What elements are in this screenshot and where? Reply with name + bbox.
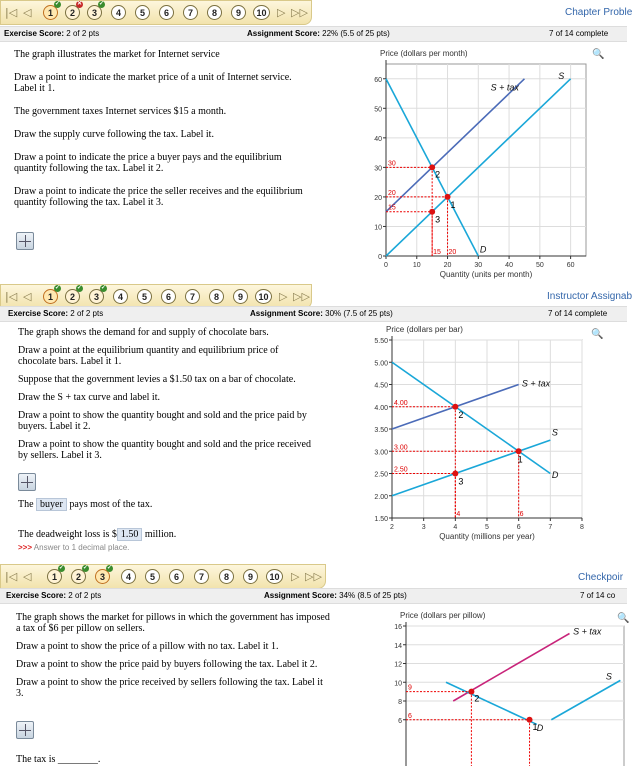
next-question-icon[interactable]: ▷	[277, 6, 286, 19]
y-tick-label: 2.00	[374, 493, 388, 501]
question-navigator	[0, 564, 326, 589]
exercise-panel-1	[0, 0, 632, 282]
previous-question-icon[interactable]: ◁	[23, 290, 32, 303]
point-label: 1	[532, 721, 538, 732]
x-tick-label: 5	[485, 524, 489, 531]
score-bar: Exercise Score: 2 of 2 pts Assignment Score: 30% (7.5 of 25 pts) 7 of 14 complete	[0, 306, 627, 322]
answer-2: The deadweight loss is $ 1.50 million.	[18, 529, 177, 540]
y-tick-label: 40	[374, 135, 382, 143]
correct-check-icon: ✓	[58, 565, 65, 571]
y-tick-label: 5.00	[374, 360, 388, 368]
y-tick-label: 1.50	[374, 516, 388, 523]
question-10-button[interactable]: 10	[253, 5, 270, 20]
x-axis-label: Quantity (units per month)	[439, 270, 533, 279]
x-tick-label: 10	[412, 262, 421, 269]
y-tick-label: 0	[378, 254, 382, 261]
y-tick-label: 10	[394, 680, 402, 688]
x-tick-label: 20	[443, 262, 452, 269]
y-tick-label: 10	[374, 224, 382, 232]
previous-question-icon[interactable]: ◁	[23, 570, 32, 583]
y-tick-label: 20	[374, 194, 382, 202]
question-3-button[interactable]: 3 ✓	[95, 569, 110, 584]
answer-select[interactable]: buyer	[36, 498, 67, 511]
question-3-button[interactable]: 3 ✓	[89, 289, 104, 304]
question-8-button[interactable]: 8	[219, 569, 234, 584]
guide-value-label: 4.00	[394, 399, 408, 407]
question-4-button[interactable]: 4	[121, 569, 136, 584]
answer-input[interactable]: 1.50	[117, 528, 143, 541]
question-10-button[interactable]: 10	[266, 569, 283, 584]
plot-area	[406, 626, 624, 766]
x-tick-label: 7	[548, 524, 553, 531]
point-label: 2	[435, 169, 441, 180]
guide-value-label: 15	[433, 249, 441, 256]
x-tick-label: 0	[384, 262, 388, 269]
correct-check-icon: ✓	[54, 285, 61, 291]
chapter-link[interactable]: Chapter Proble	[565, 7, 632, 18]
point-label: 1	[450, 199, 456, 210]
guide-value-label: 3.00	[394, 444, 408, 452]
graph-tool-icon[interactable]	[18, 473, 36, 491]
question-9-button[interactable]: 9	[233, 289, 248, 304]
answer-text: The tax is ________.	[16, 754, 101, 765]
question-1-button[interactable]: 1 ✓	[47, 569, 62, 584]
guide-value-label: 15	[388, 204, 396, 212]
series-label: D	[536, 723, 544, 733]
chart-2[interactable]	[358, 324, 627, 564]
y-tick-label: 16	[394, 624, 402, 631]
question-navigator	[0, 0, 312, 25]
y-tick-label: 60	[374, 76, 382, 84]
correct-check-icon: ✓	[82, 565, 89, 571]
instructor-link[interactable]: Instructor Assignab	[547, 291, 632, 302]
x-tick-label: 60	[566, 262, 575, 269]
x-axis-label: Quantity (millions per year)	[439, 532, 535, 541]
hint-text: >>> Answer to 1 decimal place.	[18, 543, 130, 552]
correct-check-icon: ✓	[54, 1, 61, 7]
point-label: 2	[458, 409, 464, 420]
question-9-button[interactable]: 9	[231, 5, 246, 20]
question-text: The graph shows the market for pillows in which the government has imposed a tax of $6 per pillow on sellers. Draw a point to show the price of a pillow with no tax. Label it 1. Draw a point to show the price paid by buyers following the tax. Label it 2. Draw a point to show the price received by sellers following the tax. Label it 3.	[16, 612, 330, 699]
y-tick-label: 3.00	[374, 449, 388, 457]
guide-value-label: 30	[388, 160, 396, 168]
question-2-button[interactable]: 2 ✓	[71, 569, 86, 584]
score-bar: Exercise Score: 2 of 2 pts Assignment Score: 22% (5.5 of 25 pts) 7 of 14 complete	[0, 26, 627, 42]
question-5-button[interactable]: 5	[145, 569, 160, 584]
x-tick-label: 30	[474, 262, 483, 269]
last-question-icon[interactable]: ▷▷	[293, 290, 310, 303]
y-tick-label: 5.50	[374, 338, 388, 345]
correct-check-icon: ✓	[106, 565, 113, 571]
y-tick-label: 50	[374, 106, 382, 114]
zoom-icon: 🔍	[617, 613, 630, 624]
y-axis-label: Price (dollars per bar)	[386, 325, 463, 334]
x-tick-label: 50	[535, 262, 544, 269]
guide-value-label: 20	[448, 249, 457, 256]
previous-question-icon[interactable]: ◁	[23, 6, 32, 19]
y-tick-label: 30	[374, 165, 382, 173]
next-question-icon[interactable]: ▷	[291, 570, 300, 583]
question-7-button[interactable]: 7	[194, 569, 209, 584]
zoom-icon: 🔍	[591, 329, 604, 340]
question-3-button[interactable]: 3 ✓	[87, 5, 102, 20]
series-label: S + tax	[490, 82, 519, 93]
question-1-button[interactable]: 1 ✓	[43, 289, 58, 304]
y-tick-label: 6	[398, 717, 402, 725]
series-label: S	[551, 427, 558, 438]
series-label: S + tax	[573, 626, 602, 637]
question-8-button[interactable]: 8	[209, 289, 224, 304]
first-question-icon[interactable]: |◁	[5, 6, 18, 19]
series-label: S	[558, 70, 565, 81]
question-9-button[interactable]: 9	[243, 569, 258, 584]
guide-value-label: 6	[519, 511, 524, 518]
exercise-panel-2	[0, 282, 632, 564]
question-8-button[interactable]: 8	[207, 5, 222, 20]
x-tick-label: 8	[580, 524, 584, 531]
y-tick-label: 3.50	[374, 427, 388, 434]
series-label: D	[551, 469, 559, 480]
question-7-button[interactable]: 7	[185, 289, 200, 304]
y-axis-label: Price (dollars per month)	[380, 49, 468, 58]
exercise-panel-3	[0, 564, 630, 766]
question-4-button[interactable]: 4	[113, 289, 128, 304]
question-7-button[interactable]: 7	[183, 5, 198, 20]
series-label: D	[479, 244, 487, 255]
zoom-icon: 🔍	[592, 49, 605, 60]
chart-1[interactable]	[358, 44, 627, 282]
question-text: The graph illustrates the market for Internet service Draw a point to indicate the market price of a unit of Internet service. Label it 1. The government taxes Internet services $15 a month. Draw the supply curve following the tax. Label it. Draw a point to indicate the price a buyer pays and the equilibrium quantity following the tax. Label it 2. Draw a point to indicate the price the seller receives and the equilibrium quantity following the tax. Label it 3.	[14, 49, 303, 208]
question-text: The graph shows the demand for and supply of chocolate bars. Draw a point at the equilibrium quantity and equilibrium price of chocolate bars. Label it 1. Suppose that the government levies a $1.50 tax on a bar of chocolate. Draw the S + tax curve and label it. Draw a point to show the quantity bought and sold and the price paid by buyers. Label it 2. Draw a point to show the quantity bought and sold and the price received by sellers. Label it 3.	[18, 327, 311, 461]
incorrect-x-icon: ✕	[76, 1, 83, 7]
answer-1: The buyer pays most of the tax.	[18, 499, 153, 510]
question-1-button[interactable]: 1 ✓	[43, 5, 58, 20]
point-label: 3	[435, 214, 441, 225]
checkpoint-link[interactable]: Checkpoir	[578, 572, 624, 583]
question-5-button[interactable]: 5	[135, 5, 150, 20]
x-tick-label: 6	[516, 524, 521, 531]
guide-value-label: 2.50	[394, 466, 408, 474]
y-tick-label: 2.50	[374, 471, 388, 479]
correct-check-icon: ✓	[76, 285, 83, 291]
correct-check-icon: ✓	[98, 1, 105, 7]
x-tick-label: 40	[505, 262, 513, 269]
question-5-button[interactable]: 5	[137, 289, 152, 304]
x-tick-label: 2	[390, 524, 394, 531]
series-label: S	[605, 671, 612, 682]
next-question-icon[interactable]: ▷	[279, 290, 288, 303]
y-tick-label: 14	[394, 642, 402, 650]
x-tick-label: 3	[421, 524, 426, 531]
last-question-icon[interactable]: ▷▷	[305, 570, 322, 583]
y-tick-label: 12	[394, 661, 402, 669]
point-label: 1	[517, 454, 523, 465]
graph-tool-icon[interactable]	[16, 721, 34, 739]
question-6-button[interactable]: 6	[161, 289, 176, 304]
question-6-button[interactable]: 6	[169, 569, 184, 584]
y-tick-label: 4.50	[374, 382, 388, 390]
point-label: 3	[458, 476, 464, 487]
question-2-button[interactable]: 2 ✕	[65, 5, 80, 20]
question-2-button[interactable]: 2 ✓	[65, 289, 80, 304]
guide-value-label: 9	[408, 684, 412, 692]
graph-tool-icon[interactable]	[16, 232, 34, 250]
series-label: S + tax	[521, 378, 551, 389]
y-axis-label: Price (dollars per pillow)	[400, 611, 486, 620]
question-6-button[interactable]: 6	[159, 5, 174, 20]
chart-3[interactable]	[370, 608, 630, 766]
first-question-icon[interactable]: |◁	[5, 290, 18, 303]
question-4-button[interactable]: 4	[111, 5, 126, 20]
last-question-icon[interactable]: ▷▷	[291, 6, 308, 19]
score-bar: Exercise Score: 2 of 2 pts Assignment Score: 34% (8.5 of 25 pts) 7 of 14 co	[0, 588, 627, 604]
x-tick-label: 4	[453, 524, 458, 531]
guide-value-label: 20	[388, 189, 396, 197]
guide-value-label: 4	[456, 511, 461, 518]
y-tick-label: 4.00	[374, 404, 388, 412]
point-label: 2	[474, 693, 480, 704]
question-10-button[interactable]: 10	[255, 289, 272, 304]
y-tick-label: 8	[398, 699, 402, 706]
first-question-icon[interactable]: |◁	[5, 570, 18, 583]
correct-check-icon: ✓	[100, 285, 107, 291]
guide-value-label: 6	[408, 712, 412, 720]
